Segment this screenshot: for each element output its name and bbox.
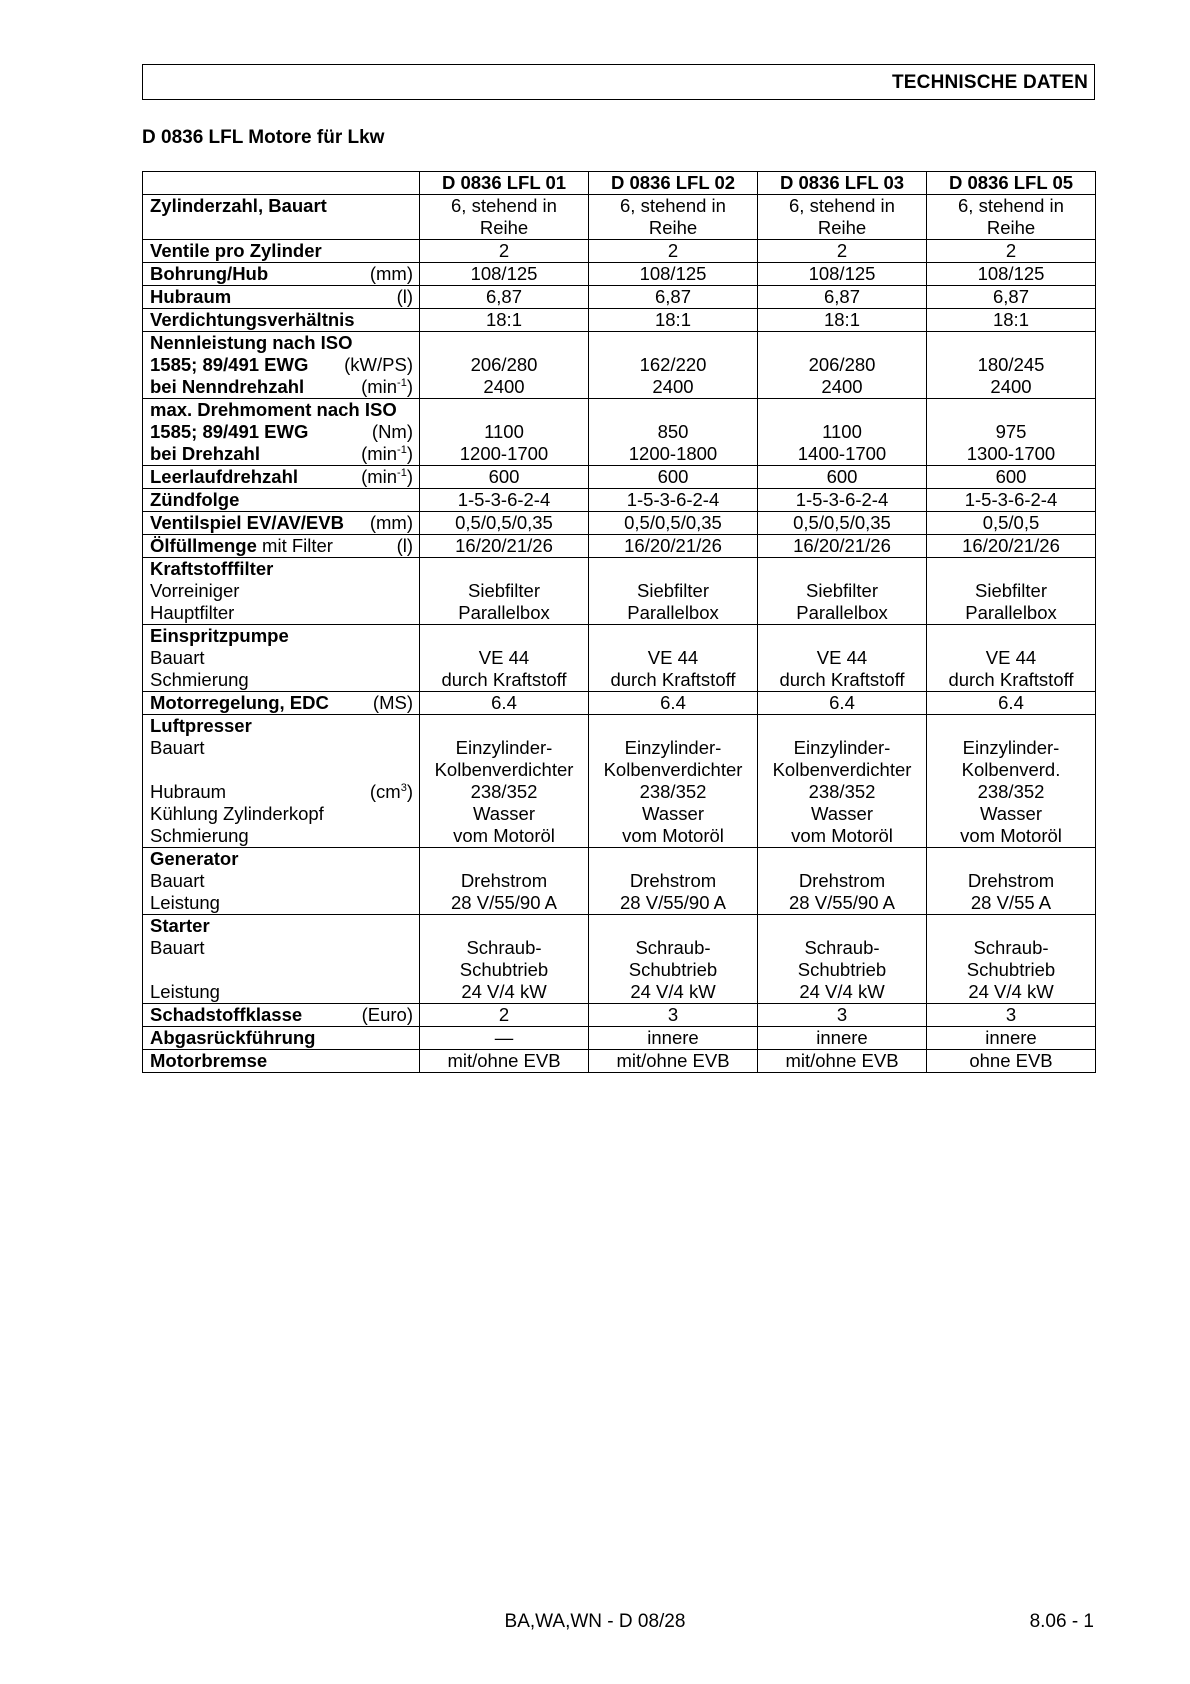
cell-value: Wasser — [641, 803, 704, 824]
cell-value: 0,5/0,5/0,35 — [420, 512, 589, 535]
row-label: Abgasrückführung — [150, 1027, 316, 1048]
row-label: Nennleistung nach ISO — [150, 332, 353, 353]
cell-value: Reihe — [648, 217, 698, 238]
row-unit: $(\min^{-1})$ — [361, 443, 413, 464]
cell-value: innere — [589, 1027, 758, 1050]
column-header: D 0836 LFL 01 — [420, 172, 589, 195]
cell-value: vom Motoröl — [960, 825, 1062, 846]
cell-value: Parallelbox — [627, 602, 719, 623]
cell-value: 108/125 — [927, 263, 1096, 286]
cell-value: 16/20/21/26 — [927, 535, 1096, 558]
cell-value: 16/20/21/26 — [589, 535, 758, 558]
table-row — [143, 535, 1096, 558]
row-unit: (l) — [396, 535, 413, 556]
cell-value: VE 44 — [478, 647, 530, 668]
cell-value: 3 — [758, 1004, 927, 1027]
cell-value: 1400-1700 — [797, 443, 887, 464]
cell-value: 206/280 — [808, 354, 876, 375]
cell-value: Einzylinder- — [624, 737, 722, 758]
cell-value: 28 V/55/90 A — [451, 892, 557, 913]
cell-value: 600 — [758, 466, 927, 489]
cell-value: 6.4 — [758, 692, 927, 715]
table-row — [143, 625, 1096, 692]
cell-value: innere — [927, 1027, 1096, 1050]
cell-value: Drehstrom — [629, 870, 717, 891]
cell-value: 108/125 — [589, 263, 758, 286]
cell-value: durch Kraftstoff — [610, 669, 736, 690]
cell-value: 18:1 — [420, 309, 589, 332]
table-row — [143, 286, 1096, 309]
cell-value: Kolbenverdichter — [603, 759, 743, 780]
row-label: Ventile pro Zylinder — [150, 240, 322, 261]
header-box — [142, 64, 1095, 100]
cell-value: VE 44 — [985, 647, 1037, 668]
cell-value: 6.4 — [420, 692, 589, 715]
cell-value: 6,87 — [420, 286, 589, 309]
column-header: D 0836 LFL 03 — [758, 172, 927, 195]
cell-value: 0,5/0,5 — [927, 512, 1096, 535]
table-header-row — [143, 172, 1096, 195]
row-unit: (l) — [396, 286, 413, 307]
table-row — [143, 309, 1096, 332]
row-sublabel: Hubraum — [150, 781, 227, 802]
cell-value: 180/245 — [977, 354, 1045, 375]
cell-value: 162/220 — [639, 354, 707, 375]
cell-value: mit/ohne EVB — [758, 1050, 927, 1073]
row-label-line: 1585; 89/491 EWG — [150, 354, 309, 375]
cell-value: VE 44 — [816, 647, 868, 668]
table-row — [143, 512, 1096, 535]
cell-value: 238/352 — [808, 781, 876, 802]
row-label: Verdichtungsverhältnis — [150, 309, 355, 330]
cell-value: 975 — [995, 421, 1027, 442]
page-number: 8.06 - 1 — [1029, 1611, 1094, 1632]
row-label: Generator — [150, 848, 239, 869]
specs-table — [142, 171, 1096, 1073]
table-row — [143, 240, 1096, 263]
cell-value: Parallelbox — [965, 602, 1057, 623]
table-row — [143, 915, 1096, 1004]
cell-value: 28 V/55/90 A — [789, 892, 895, 913]
cell-value: mit/ohne EVB — [589, 1050, 758, 1073]
cell-value: 3 — [927, 1004, 1096, 1027]
corner-cell — [143, 172, 420, 195]
row-label: Motorbremse — [150, 1050, 268, 1071]
row-label: Hubraum — [150, 286, 232, 307]
cell-value: vom Motoröl — [791, 825, 893, 846]
row-label-line: 1585; 89/491 EWG — [150, 421, 309, 442]
cell-value: Einzylinder- — [962, 737, 1060, 758]
cell-value: vom Motoröl — [453, 825, 555, 846]
table-row — [143, 1027, 1096, 1050]
cell-value: Siebfilter — [637, 580, 709, 601]
cell-value: 1200-1800 — [628, 443, 718, 464]
row-label: Zylinderzahl, Bauart — [150, 195, 327, 216]
cell-value: 108/125 — [758, 263, 927, 286]
row-unit: $(cm^3)$ — [369, 781, 413, 802]
row-sublabel: Leistung — [150, 981, 220, 1002]
cell-value: Kolbenverdichter — [772, 759, 912, 780]
table-row — [143, 558, 1096, 625]
cell-value: Reihe — [986, 217, 1036, 238]
cell-value: 6, stehend in — [789, 195, 895, 216]
cell-value: 24 V/4 kW — [630, 981, 716, 1002]
cell-value: Kolbenverd. — [961, 759, 1061, 780]
cell-value: 6, stehend in — [620, 195, 726, 216]
cell-value: 238/352 — [639, 781, 707, 802]
cell-value: 1100 — [484, 421, 524, 442]
cell-value: vom Motoröl — [622, 825, 724, 846]
cell-value: 6,87 — [589, 286, 758, 309]
row-label: Einspritzpumpe — [150, 625, 289, 646]
cell-value: 2400 — [652, 376, 694, 397]
cell-value: 2400 — [821, 376, 863, 397]
cell-value: Schubtrieb — [628, 959, 718, 980]
cell-value: 28 V/55 A — [970, 892, 1052, 913]
cell-value: Schubtrieb — [459, 959, 549, 980]
cell-value: mit/ohne EVB — [420, 1050, 589, 1073]
cell-value: 16/20/21/26 — [420, 535, 589, 558]
section-title: TECHNISCHE DATEN — [891, 72, 1088, 93]
row-label: Luftpresser — [150, 715, 252, 736]
row-label: Schadstoffklasse — [150, 1004, 303, 1025]
cell-value: Einzylinder- — [793, 737, 891, 758]
cell-value: 1100 — [822, 421, 862, 442]
cell-value: 6,87 — [758, 286, 927, 309]
cell-value: VE 44 — [647, 647, 699, 668]
row-unit: (Nm) — [371, 421, 413, 442]
cell-value: Einzylinder- — [455, 737, 553, 758]
cell-value: 600 — [927, 466, 1096, 489]
table-row — [143, 1004, 1096, 1027]
cell-value: 2 — [420, 240, 589, 263]
row-sublabel: Vorreiniger — [150, 580, 240, 601]
table-row — [143, 692, 1096, 715]
cell-value: 18:1 — [927, 309, 1096, 332]
row-sublabel: Bauart — [150, 737, 205, 758]
cell-value: Siebfilter — [975, 580, 1047, 601]
cell-value: 3 — [589, 1004, 758, 1027]
cell-value: 28 V/55/90 A — [620, 892, 726, 913]
cell-value: Wasser — [979, 803, 1042, 824]
cell-value: Schraub- — [973, 937, 1049, 958]
row-label-line: bei Drehzahl — [150, 443, 260, 464]
cell-value: Parallelbox — [796, 602, 888, 623]
cell-value: ohne EVB — [927, 1050, 1096, 1073]
row-sublabel: Hauptfilter — [150, 602, 235, 623]
cell-value: durch Kraftstoff — [948, 669, 1074, 690]
cell-value: Reihe — [817, 217, 867, 238]
cell-value: Drehstrom — [967, 870, 1055, 891]
cell-value: 2400 — [483, 376, 525, 397]
cell-value: Schubtrieb — [966, 959, 1056, 980]
row-label: Ölfüllmenge mit Filter — [150, 535, 333, 556]
row-label: Bohrung/Hub — [150, 263, 269, 284]
cell-value: Reihe — [479, 217, 529, 238]
row-unit: $(\min^{-1})$ — [361, 466, 413, 487]
row-unit: (Euro) — [361, 1004, 413, 1025]
row-sublabel: Bauart — [150, 937, 205, 958]
column-header: D 0836 LFL 05 — [927, 172, 1096, 195]
cell-value: 2 — [420, 1004, 589, 1027]
cell-value: — — [420, 1027, 589, 1050]
cell-value: 18:1 — [758, 309, 927, 332]
cell-value: 2 — [589, 240, 758, 263]
cell-value: 1-5-3-6-2-4 — [420, 489, 589, 512]
table-row — [143, 1050, 1096, 1073]
cell-value: Siebfilter — [468, 580, 540, 601]
cell-value: Wasser — [472, 803, 535, 824]
table-row — [143, 715, 1096, 848]
cell-value: 6,87 — [927, 286, 1096, 309]
row-label: max. Drehmoment nach ISO — [150, 399, 397, 420]
cell-value: Drehstrom — [460, 870, 548, 891]
cell-value: 600 — [589, 466, 758, 489]
cell-value: Wasser — [810, 803, 873, 824]
row-sublabel: Bauart — [150, 647, 205, 668]
row-sublabel: Leistung — [150, 892, 220, 913]
row-sublabel: Schmierung — [150, 825, 249, 846]
cell-value: 2 — [927, 240, 1096, 263]
cell-value: 18:1 — [589, 309, 758, 332]
cell-value: Parallelbox — [458, 602, 550, 623]
cell-value: 24 V/4 kW — [799, 981, 885, 1002]
row-unit: (mm) — [369, 263, 413, 284]
cell-value: 24 V/4 kW — [461, 981, 547, 1002]
table-row — [143, 263, 1096, 286]
cell-value: Schraub- — [635, 937, 711, 958]
cell-value: 6.4 — [589, 692, 758, 715]
column-header: D 0836 LFL 02 — [589, 172, 758, 195]
cell-value: 600 — [420, 466, 589, 489]
cell-value: durch Kraftstoff — [441, 669, 567, 690]
cell-value: Siebfilter — [806, 580, 878, 601]
row-label: Kraftstofffilter — [150, 558, 274, 579]
cell-value: 238/352 — [977, 781, 1045, 802]
row-label: Ventilspiel EV/AV/EVB — [150, 512, 344, 533]
cell-value: 16/20/21/26 — [758, 535, 927, 558]
cell-value: 2 — [758, 240, 927, 263]
row-sublabel: Bauart — [150, 870, 205, 891]
cell-value: 1-5-3-6-2-4 — [589, 489, 758, 512]
cell-value: 1200-1700 — [459, 443, 549, 464]
cell-value: Schubtrieb — [797, 959, 887, 980]
table-row — [143, 489, 1096, 512]
row-label: Leerlaufdrehzahl — [150, 466, 299, 487]
row-label: Zündfolge — [150, 489, 240, 510]
cell-value: 0,5/0,5/0,35 — [589, 512, 758, 535]
cell-value: Kolbenverdichter — [434, 759, 574, 780]
table-row — [143, 466, 1096, 489]
row-label: Starter — [150, 915, 210, 936]
cell-value: innere — [758, 1027, 927, 1050]
cell-value: 6, stehend in — [958, 195, 1064, 216]
row-unit: $(\min^{-1})$ — [361, 376, 413, 397]
cell-value: 206/280 — [470, 354, 538, 375]
document-title: D 0836 LFL Motore für Lkw — [142, 127, 385, 148]
cell-value: 6, stehend in — [451, 195, 557, 216]
row-unit: (MS) — [372, 692, 413, 713]
row-sublabel: Kühlung Zylinderkopf — [150, 803, 324, 824]
row-sublabel: Schmierung — [150, 669, 249, 690]
table-row — [143, 848, 1096, 915]
cell-value: Drehstrom — [798, 870, 886, 891]
cell-value: 1300-1700 — [966, 443, 1056, 464]
footer-document-code: BA,WA,WN - D 08/28 — [504, 1611, 686, 1632]
cell-value: 1-5-3-6-2-4 — [927, 489, 1096, 512]
cell-value: Schraub- — [804, 937, 880, 958]
cell-value: 6.4 — [927, 692, 1096, 715]
cell-value: durch Kraftstoff — [779, 669, 905, 690]
row-label-line: bei Nenndrehzahl — [150, 376, 305, 397]
row-unit: (kW/PS) — [344, 354, 413, 375]
row-unit: (mm) — [369, 512, 413, 533]
cell-value: 2400 — [990, 376, 1032, 397]
cell-value: 1-5-3-6-2-4 — [758, 489, 927, 512]
cell-value: 24 V/4 kW — [968, 981, 1054, 1002]
cell-value: Schraub- — [466, 937, 542, 958]
cell-value: 0,5/0,5/0,35 — [758, 512, 927, 535]
table-row — [143, 332, 1096, 399]
cell-value: 850 — [657, 421, 689, 442]
table-row — [143, 399, 1096, 466]
row-label: Motorregelung, EDC — [150, 692, 329, 713]
cell-value: 238/352 — [470, 781, 538, 802]
cell-value: 108/125 — [420, 263, 589, 286]
table-row — [143, 195, 1096, 240]
